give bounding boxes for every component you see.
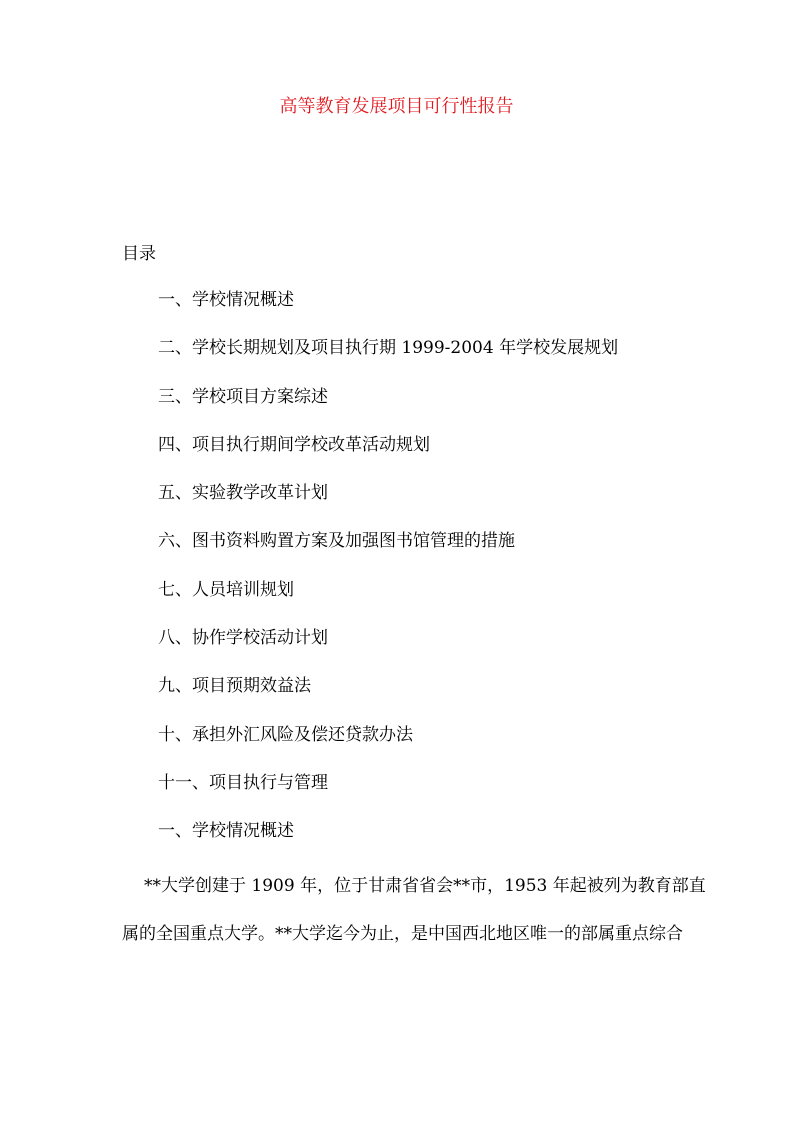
toc-item: 十一、项目执行与管理	[158, 772, 328, 793]
toc-item: 七、人员培训规划	[158, 579, 294, 600]
body-paragraph	[122, 862, 742, 958]
toc-heading: 目录	[122, 244, 156, 264]
toc-item: 四、项目执行期间学校改革活动规划	[158, 434, 430, 455]
toc-item: 九、项目预期效益法	[158, 676, 311, 697]
toc-item: 一、学校情况概述	[158, 290, 294, 310]
toc-item: 六、图书资料购置方案及加强图书馆管理的措施	[158, 531, 515, 552]
section-heading: 一、学校情况概述	[158, 821, 294, 842]
toc-list	[158, 288, 618, 868]
toc-item: 二、学校长期规划及项目执行期 1999-2004 年学校发展规划	[158, 338, 619, 359]
toc-item: 三、学校项目方案综述	[158, 386, 328, 407]
toc-item: 五、实验教学改革计划	[158, 483, 328, 504]
document-title: 高等教育发展项目可行性报告	[279, 96, 514, 117]
body-line: 属的全国重点大学。**大学迄今为止，是中国西北地区唯一的部属重点综合	[122, 924, 683, 944]
toc-item: 十、承担外汇风险及偿还贷款办法	[158, 724, 413, 745]
body-line: **大学创建于 1909 年，位于甘肃省省会**市，1953 年起被列为教育部直	[144, 876, 706, 896]
toc-item: 八、协作学校活动计划	[158, 628, 328, 649]
